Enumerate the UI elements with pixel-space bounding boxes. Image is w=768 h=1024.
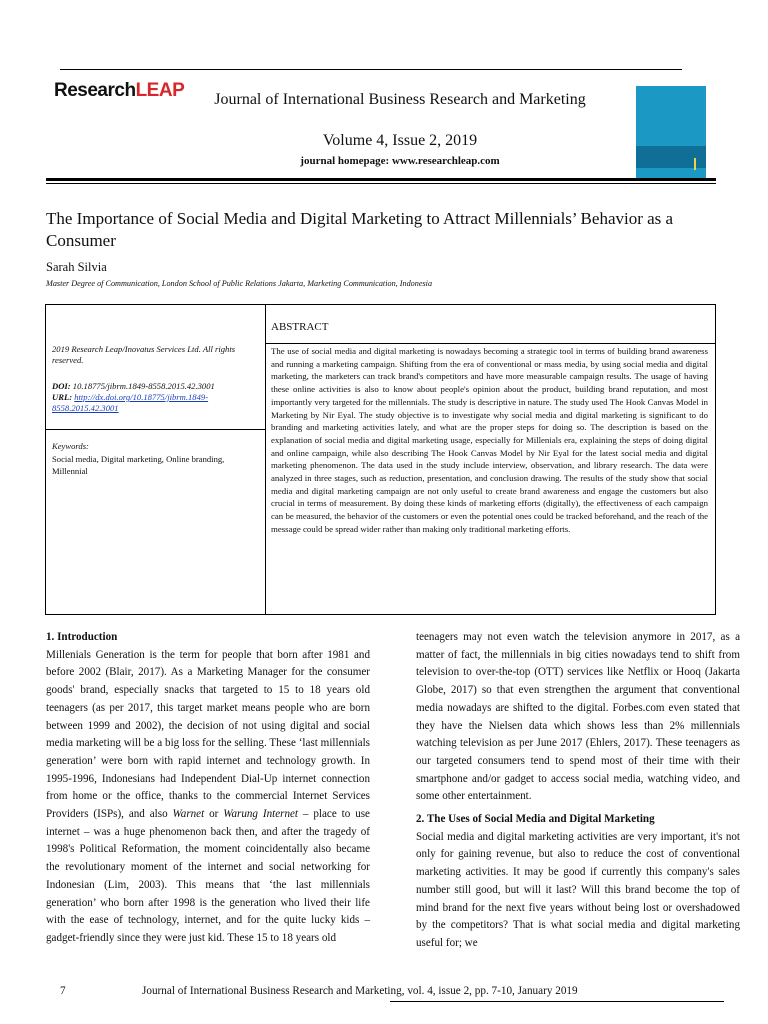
- introduction-continued: teenagers may not even watch the television anymore in 2017, as a matter of fact, the millennials in big cities nowadays tend to shift from television to over-the-top (OTT) services like Netflix or Hooq (Jakarta Globe, 2017) so that even strengthen the argument that conventional media nowadays are shifted to the digital. Forbes.com even stated that they have the Nielsen data which shows less than 2% millennials watching television as per June 2017 (Ehlers, 2017). These teenagers as our targeted consumers tend to spend most of their time with their smartphone and/or gadget to access social media, watching video, and some other entertainment.: [416, 631, 740, 803]
- footer-rule: [390, 1001, 724, 1002]
- copyright-notice: 2019 Research Leap/Inovatus Services Ltd. All rights reserved.: [52, 344, 236, 365]
- doi-url-link[interactable]: http://dx.doi.org/10.18775/jibrm.1849-8558.2015.42.3001: [52, 392, 209, 413]
- cover-stripe: [694, 158, 696, 170]
- author-affiliation: Master Degree of Communication, London School of Public Relations Jakarta, Marketing Communication, Indonesia: [46, 279, 433, 288]
- paper-title: The Importance of Social Media and Digital Marketing to Attract Millennials’ Behavior as a Consumer: [46, 209, 674, 250]
- doi-label: DOI:: [52, 381, 71, 391]
- abstract-heading-rule: [265, 343, 715, 344]
- section-heading-uses: 2. The Uses of Social Media and Digital Marketing: [416, 813, 655, 826]
- footer-citation: Journal of International Business Research and Marketing, vol. 4, issue 2, pp. 7-10, January 2019: [142, 985, 578, 997]
- volume-issue: Volume 4, Issue 2, 2019: [322, 132, 478, 149]
- abstract-box: [45, 304, 716, 615]
- introduction-paragraph: Millenials Generation is the term for people that born after 1981 and before 2002 (Blair, 2017). As a Marketing Manager for the consumer goods' brand, especially snacks that targeted to 15 to 18 years old teenagers (as per 2017, this target market means people who are born between 1999 and 2002), the decision of not using digital and social media marketing will be a big loss for the selling. These ‘last millennials generation’ were born with rapid internet and technology growth. In 1995-1996, Indonesians had Independent Dial-Up internet connection from home or the office, thanks to the commercial Internet Services Providers (ISPs), and also Warnet or Warung Internet – place to use internet – was a huge phenomenon back then, and after the tragedy of 1998's Political Reformation, the moment coincidentally also became the revolutionary moment of the internet and social networking for Indonesian (Lim, 2003). This means that ‘the last millennials generation’ who born after 1998 is the generation who lived their life with the ease of technology, internet, and for the quite lucky kids – gadget-friendly since they were just kid. These 15 to 18 years old: [46, 648, 370, 944]
- doi-value: 10.18775/jibrm.1849-8558.2015.42.3001: [72, 381, 215, 391]
- page-number: 7: [60, 985, 66, 997]
- url-label: URL:: [52, 392, 73, 402]
- header-thick-rule: [46, 178, 716, 181]
- header-thin-rule: [46, 183, 716, 184]
- uses-paragraph: Social media and digital marketing activities are very important, it's not only for gaining revenue, but also to reduce the cost of conventional marketing activities. It may be good if currently this company's sales number still good, but will it last? Will this brand become the top of mind brand for the next five years without being lost or overshadowed by the competitors? That is what social media and digital marketing useful for; we: [416, 830, 740, 949]
- keywords-list: Social media, Digital marketing, Online branding, Millennial: [52, 454, 225, 476]
- section-heading-introduction: 1. Introduction: [46, 631, 118, 643]
- body-column-right: [416, 629, 740, 953]
- keywords-label: Keywords:: [52, 441, 89, 451]
- journal-homepage: journal homepage: www.researchleap.com: [300, 155, 500, 167]
- journal-cover-image: [636, 86, 706, 178]
- abstract-text: The use of social media and digital marketing is nowadays becoming a strategic tool in terms of building brand awareness and running a marketing campaign. Shifting from the era of conventional or mass media, by using social media and digital marketing, the marketers can track brand's competitors and have more measurable campaign results. The usage of having these online activities is also to know about people's opinion about the product, building brand reputation, and most importantly very targeted for the millennials. The study is descriptive in nature. The study used The Hook Canvas Model in Marketing by Nir Eyal. The study objective is to investigate why social media and digital marketing is significant to do branding and marketing activities lately, and what are the proper steps for doing so. The description is based on the explanation of social media and digital marketing usage, especially for Millenials era, explaining the steps of doing digital and online campaign, while also describing The Hook Canvas Model by Nir Eyal for the latest social media and digital marketing phenomenon. The data used in the study include interview, observation, and library research. The data were analyzed in three stages, such as reduction, presentation, and conclusion drawing. The results of the study show that social media and digital marketing campaign are not only useful to create brand awareness and engage the customers but also crucial in terms of measurement. By doing these kinds of marketing efforts (digitally), the effectiveness of each campaign can be measured, the behavior of the customers or even the potential ones could be tracked beforehand, and the reach of the message could be spread wider rather than making only traditional marketing efforts.: [271, 346, 708, 534]
- journal-title: Journal of International Business Research and Marketing: [214, 91, 586, 108]
- doi-info: [52, 381, 260, 414]
- meta-divider: [46, 429, 265, 430]
- header-top-rule: [60, 69, 682, 70]
- author-name: Sarah Silvia: [46, 260, 107, 274]
- abstract-divider: [265, 305, 266, 614]
- publisher-logo: ResearchLEAP: [54, 80, 185, 101]
- abstract-heading: ABSTRACT: [271, 321, 329, 333]
- body-column-left: [46, 629, 370, 948]
